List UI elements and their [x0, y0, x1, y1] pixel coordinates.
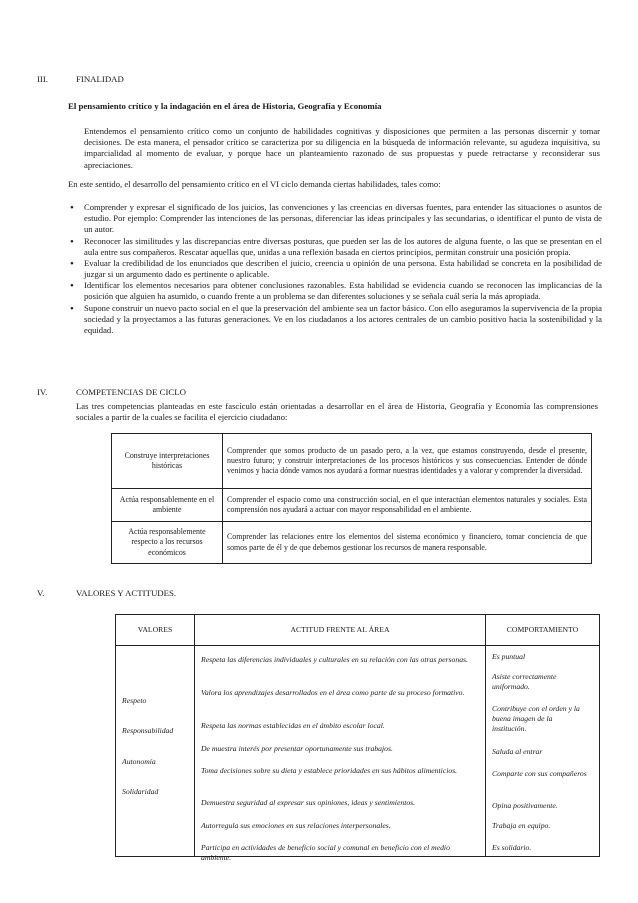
value-item: Responsabilidad [122, 726, 174, 735]
header-actitud: ACTITUD FRENTE AL ÁREA [195, 615, 486, 646]
habilidades-list [68, 202, 602, 336]
competencias-table [111, 433, 592, 564]
actitudes-cell [195, 646, 486, 862]
table-row [112, 522, 592, 564]
list-item: • Reconocer las similitudes y las discrepancias entre diversas posturas, que pueden ser las de los autores de alguna fuente, o las que se presentan en el aula entre sus compañeros. Rescatar aquellas que, unidas a una reflexión basada en ciertos principios, permitan construir una posición propia. [68, 236, 602, 258]
table-header-row [116, 615, 600, 646]
comportamiento-item: Contribuye con el orden y la buena imagen de la institución. [492, 704, 580, 733]
value-item: Solidaridad [122, 787, 159, 796]
actitud-item: Valora los aprendizajes desarrollados en el área como parte de su proceso formativo. [201, 688, 465, 697]
valores-table [115, 614, 600, 862]
section-iii-title: FINALIDAD [76, 74, 124, 84]
list-item: • Identificar los elementos necesarios para obtener conclusiones razonables. Esta habilidad se evidencia cuando se reconocen las implicancias de la posición que alguien ha asumido, o cuando frente a un problema se dan diferentes soluciones y se señala cuál sería la más apropiada. [68, 280, 602, 302]
list-item: • Supone construir un nuevo pacto social en el que la preservación del ambiente sea un factor básico. Con ello aseguramos la supervivencia de la propia sociedad y la proyectamos a las futuras generaciones. Ve en los ciudadanos a los actores centrales de un cambio positivo hacia la sostenibilidad y la equidad. [68, 303, 602, 337]
competencia-name: Actúa responsablemente en el ambiente [112, 489, 223, 522]
competencia-description: Comprender el espacio como una construcción social, en el que interactúan elementos naturales y sociales. Esta comprensión nos ayudará a actuar con mayor responsabilidad en el ambiente. [223, 489, 592, 522]
table-row [112, 434, 592, 489]
section-iii-number: III. [37, 74, 48, 84]
finalidad-subheading: El pensamiento crítico y la indagación en el área de Historia, Geografía y Economía [68, 101, 382, 111]
actitud-item: Demuestra seguridad al expresar sus opiniones, ideas y sentimientos. [201, 798, 416, 807]
finalidad-paragraph-2: En este sentido, el desarrollo del pensamiento crítico en el VI ciclo demanda ciertas habilidades, tales como: [68, 179, 441, 189]
value-item: Respeto [122, 696, 147, 705]
finalidad-paragraph-1: Entendemos el pensamiento crítico como un conjunto de habilidades cognitivas y disposiciones que permiten a las personas discernir y tomar decisiones. De esta manera, el pensador crítico se caracteriza por su diligencia en la búsqueda de información relevante, su agudeza inquisitiva, su imparcialidad al momento de evaluar, y porque hace un planteamiento razonado de sus propuestas y puede retractarse y reconsiderar sus apreciaciones. [84, 126, 600, 170]
actitud-item: Respeta las normas establecidas en el ámbito escolar local. [201, 721, 385, 730]
comportamiento-item: Saluda al entrar [492, 747, 543, 756]
actitud-item: De muestra interés por presentar oportunamente sus trabajos. [201, 744, 393, 753]
valores-cell [116, 646, 195, 857]
table-row [112, 489, 592, 522]
competencia-description: Comprender las relaciones entre los elementos del sistema económico y financiero, tomar conciencia de que somos parte de él y de que debemos gestionar los recursos de manera responsable. [223, 522, 592, 564]
competencia-name: Construye interpretaciones históricas [112, 434, 223, 489]
actitud-item: Autorregula sus emociones en sus relaciones interpersonales. [201, 821, 391, 830]
actitud-item: Respeta las diferencias individuales y culturales en su relación con las otras personas. [201, 655, 468, 664]
header-comportamiento: COMPORTAMIENTO [486, 615, 600, 646]
comportamiento-cell [486, 646, 600, 857]
competencia-name: Actúa responsablemente respecto a los recursos económicos [112, 522, 223, 564]
competencias-intro: Las tres competencias planteadas en este fascículo están orientadas a desarrollar en el área de Historia, Geografía y Economía las comprensiones sociales a partir de la cuales se facilita el ejercicio ciudadano: [76, 401, 598, 423]
competencia-description: Comprender que somos producto de un pasado pero, a la vez, que estamos construyendo, desde el presente, nuestro futuro; y construir interpretaciones de los procesos históricos y sus consecuencias. Entender de dónde venimos y hacia dónde vamos nos ayudará a formar nuestras identidades y a valorar y comprender la diversidad. [223, 434, 592, 489]
actitud-item: Toma decisiones sobre su dieta y establece prioridades en sus hábitos alimenticios. [201, 766, 458, 775]
comportamiento-item: Asiste correctamente uniformado. [492, 672, 557, 691]
section-v-title: VALORES Y ACTITUDES. [76, 588, 177, 598]
comportamiento-item: Es solidario. [492, 843, 532, 852]
section-v-number: V. [37, 588, 45, 598]
list-item: • Comprender y expresar el significado de los juicios, las convenciones y las creencias en diversas fuentes, para entender las situaciones o asuntos de estudio. Por ejemplo: Comprender las intenciones de las personas, diferenciar las ideas principales y las secundarias, o identificar el punto de vista de un autor. [68, 202, 602, 236]
table-row [116, 646, 600, 857]
list-item: • Evaluar la credibilidad de los enunciados que describen el juicio, creencia u opinión de una persona. Esta habilidad se concreta en la posibilidad de juzgar si un argumento dado es pertinente o aplicable. [68, 258, 602, 280]
section-iv-title: COMPETENCIAS DE CICLO [76, 387, 186, 397]
section-iv-number: IV. [37, 387, 48, 397]
comportamiento-item: Comparte con sus compañeros [492, 769, 587, 778]
value-item: Autonomía [122, 757, 156, 766]
header-valores: VALORES [116, 615, 195, 646]
comportamiento-item: Es puntual [492, 652, 526, 661]
comportamiento-item: Opina positivamente. [492, 801, 558, 810]
comportamiento-item: Trabaja en equipo. [492, 821, 551, 830]
actitud-item: Participa en actividades de beneficio social y comunal en beneficio con el medio ambiente. [201, 843, 450, 862]
